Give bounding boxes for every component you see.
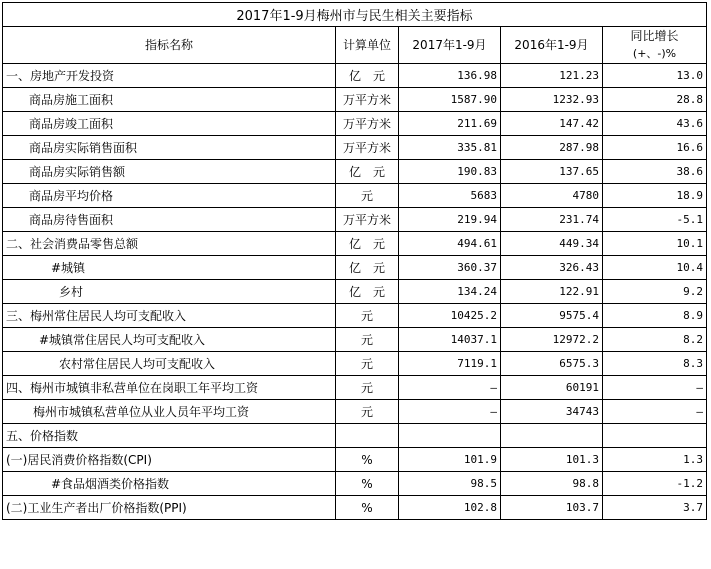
header-growth-sub: (+、-)% [632,47,677,60]
table-row [3,64,707,88]
header-growth [603,27,707,64]
row-name: (二)工业生产者出厂价格指数(PPI) [3,496,336,520]
header-2016: 2016年1-9月 [501,27,603,64]
row-value-2016: 60191 [501,376,603,400]
header-name: 指标名称 [3,27,336,64]
row-value-2016: 1232.93 [501,88,603,112]
row-growth: 16.6 [603,136,707,160]
row-value-2017: 211.69 [399,112,501,136]
row-unit: 亿 元 [336,280,399,304]
row-growth [603,424,707,448]
table-row [3,424,707,448]
row-unit: 万平方米 [336,112,399,136]
row-unit [336,424,399,448]
row-growth: 8.2 [603,328,707,352]
row-name: #食品烟酒类价格指数 [3,472,336,496]
row-value-2017: 101.9 [399,448,501,472]
row-growth: 10.1 [603,232,707,256]
row-unit: 万平方米 [336,136,399,160]
row-unit: 亿 元 [336,160,399,184]
row-unit: 元 [336,328,399,352]
table-row [3,304,707,328]
row-growth: 43.6 [603,112,707,136]
row-unit: 元 [336,376,399,400]
row-value-2017: 190.83 [399,160,501,184]
table-row [3,88,707,112]
header-2017: 2017年1-9月 [399,27,501,64]
row-value-2017: 494.61 [399,232,501,256]
row-name: 三、梅州常住居民人均可支配收入 [3,304,336,328]
table-row [3,280,707,304]
table-row [3,352,707,376]
row-value-2017: 219.94 [399,208,501,232]
table-row [3,328,707,352]
row-growth: 18.9 [603,184,707,208]
table-row [3,400,707,424]
row-value-2016: 231.74 [501,208,603,232]
row-unit: 元 [336,400,399,424]
row-name: 商品房平均价格 [3,184,336,208]
row-name: 农村常住居民人均可支配收入 [3,352,336,376]
row-value-2016: 147.42 [501,112,603,136]
row-value-2017: 360.37 [399,256,501,280]
row-growth: -1.2 [603,472,707,496]
row-unit: 万平方米 [336,88,399,112]
table-row [3,136,707,160]
row-value-2017: 136.98 [399,64,501,88]
table-row [3,448,707,472]
table-row [3,184,707,208]
row-unit: 万平方米 [336,208,399,232]
row-growth: 3.7 [603,496,707,520]
row-growth: -5.1 [603,208,707,232]
row-value-2016: 12972.2 [501,328,603,352]
row-value-2016: 449.34 [501,232,603,256]
row-name: (一)居民消费价格指数(CPI) [3,448,336,472]
header-unit: 计算单位 [336,27,399,64]
row-growth: 8.9 [603,304,707,328]
row-unit: 元 [336,304,399,328]
row-name: 五、价格指数 [3,424,336,448]
row-growth: 28.8 [603,88,707,112]
row-name: 商品房待售面积 [3,208,336,232]
row-value-2016: 326.43 [501,256,603,280]
table-row [3,496,707,520]
row-unit: 亿 元 [336,256,399,280]
row-value-2016: 121.23 [501,64,603,88]
row-growth: 8.3 [603,352,707,376]
row-unit: 亿 元 [336,64,399,88]
row-value-2016: 103.7 [501,496,603,520]
row-value-2017: 14037.1 [399,328,501,352]
row-name: 商品房实际销售面积 [3,136,336,160]
table-row [3,112,707,136]
row-value-2016: 34743 [501,400,603,424]
row-value-2017: 134.24 [399,280,501,304]
row-value-2017: — [399,376,501,400]
row-unit: 元 [336,184,399,208]
row-value-2016: 9575.4 [501,304,603,328]
row-value-2017: 7119.1 [399,352,501,376]
row-unit: % [336,472,399,496]
row-unit: % [336,448,399,472]
row-value-2017: 102.8 [399,496,501,520]
row-name: 商品房竣工面积 [3,112,336,136]
indicator-table [2,2,707,520]
row-name: 二、社会消费品零售总额 [3,232,336,256]
header-row [3,27,707,64]
row-unit: 元 [336,352,399,376]
row-name: 梅州市城镇私营单位从业人员年平均工资 [3,400,336,424]
row-value-2017: 10425.2 [399,304,501,328]
row-value-2017: 5683 [399,184,501,208]
table-row [3,208,707,232]
row-value-2016: 98.8 [501,472,603,496]
row-name: 四、梅州市城镇非私营单位在岗职工年平均工资 [3,376,336,400]
row-growth: — [603,400,707,424]
row-value-2016: 287.98 [501,136,603,160]
row-value-2017: 1587.90 [399,88,501,112]
header-growth-label: 同比增长 [630,29,679,43]
row-growth: 9.2 [603,280,707,304]
table-row [3,232,707,256]
row-unit: % [336,496,399,520]
row-value-2016: 4780 [501,184,603,208]
row-name: #城镇常住居民人均可支配收入 [3,328,336,352]
table-title: 2017年1-9月梅州市与民生相关主要指标 [3,3,707,27]
row-growth: — [603,376,707,400]
row-value-2017: 335.81 [399,136,501,160]
row-value-2016: 6575.3 [501,352,603,376]
row-value-2016: 101.3 [501,448,603,472]
row-value-2017: 98.5 [399,472,501,496]
row-name: 一、房地产开发投资 [3,64,336,88]
row-growth: 1.3 [603,448,707,472]
table-row [3,472,707,496]
row-name: 商品房施工面积 [3,88,336,112]
row-growth: 13.0 [603,64,707,88]
row-name: 商品房实际销售额 [3,160,336,184]
row-growth: 10.4 [603,256,707,280]
row-value-2016: 137.65 [501,160,603,184]
row-growth: 38.6 [603,160,707,184]
row-name: 乡村 [3,280,336,304]
title-row [3,3,707,27]
row-value-2016 [501,424,603,448]
row-value-2017: — [399,400,501,424]
table-row [3,376,707,400]
row-value-2016: 122.91 [501,280,603,304]
table-row [3,160,707,184]
row-unit: 亿 元 [336,232,399,256]
row-name: #城镇 [3,256,336,280]
table-row [3,256,707,280]
row-value-2017 [399,424,501,448]
